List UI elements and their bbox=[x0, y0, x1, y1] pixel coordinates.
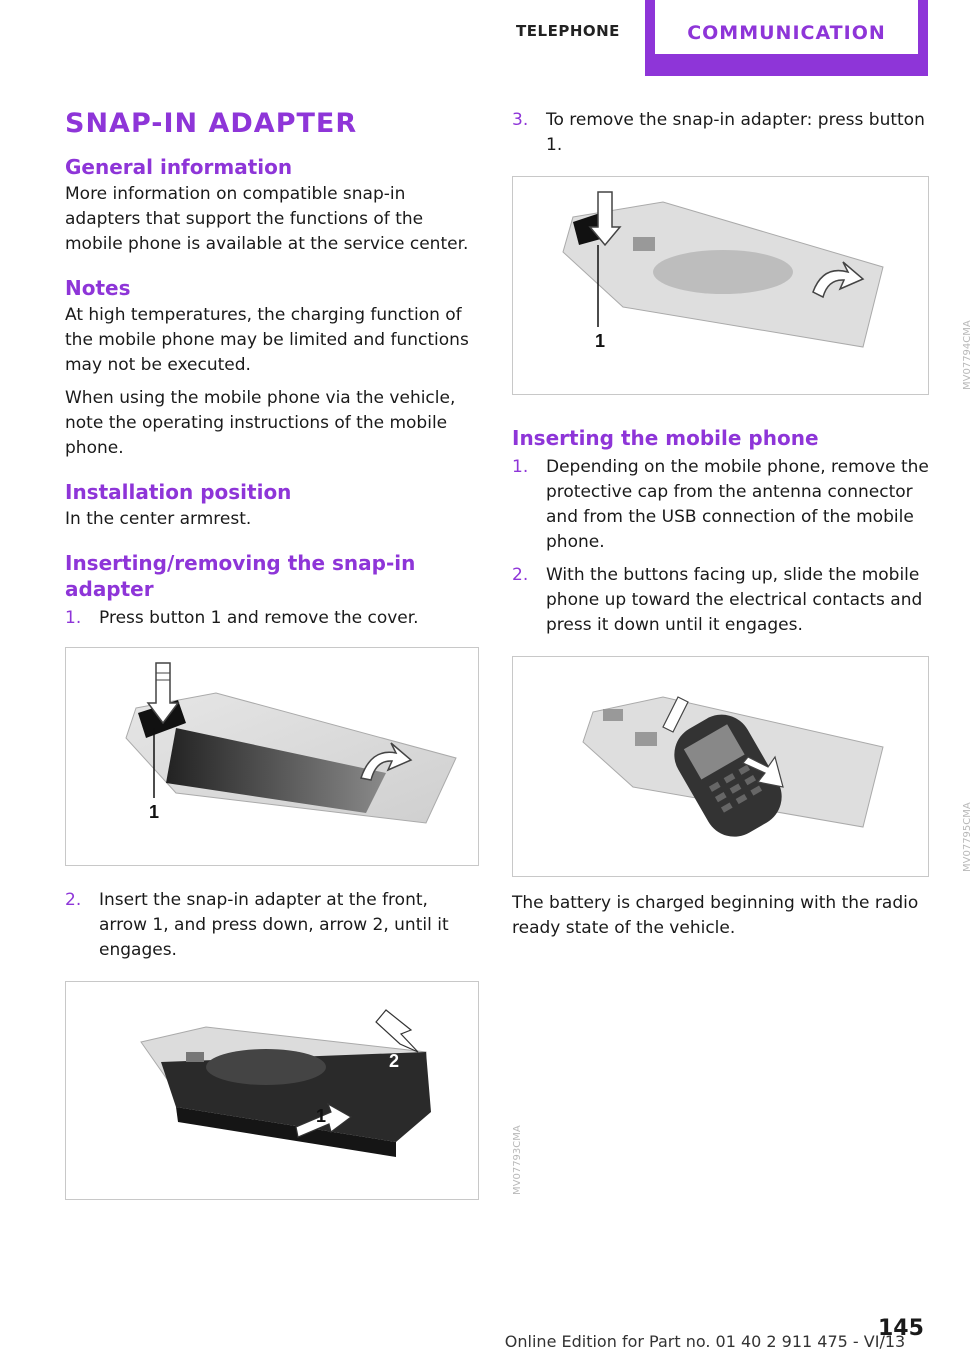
step-number: 2. bbox=[65, 890, 82, 911]
step-text: Depending on the mobile phone, remove the protective cap from the antenna connector and from the USB connection of the mobile phone. bbox=[546, 457, 929, 552]
phone-step-1 bbox=[512, 455, 930, 555]
insert-remove-heading: Inserting/removing the snap-in adapter bbox=[65, 551, 416, 602]
figure-remove-cover bbox=[65, 647, 479, 866]
callout-label: 1 bbox=[595, 331, 606, 351]
notes-para-2: When using the mobile phone via the vehicle, note the operating instructions of the mobile phone. bbox=[65, 388, 456, 459]
remove-adapter-illustration bbox=[513, 177, 930, 396]
phone-step-2 bbox=[512, 563, 930, 638]
general-info-heading: General information bbox=[65, 155, 293, 180]
phone-illustration bbox=[513, 657, 930, 878]
adapter-illustration bbox=[66, 982, 480, 1201]
step-text: Press button 1 and remove the cover. bbox=[99, 608, 419, 629]
step-1 bbox=[65, 606, 480, 631]
figure-remove-adapter: 1 MV07794CMA bbox=[512, 176, 929, 395]
page-number: 145 bbox=[878, 1316, 924, 1341]
notes-para-1: At high temperatures, the charging function of the mobile phone may be limited and functions may not be executed. bbox=[65, 305, 469, 376]
chapter-tab bbox=[645, 0, 928, 76]
callout-label: 1 bbox=[149, 802, 160, 823]
notes-heading: Notes bbox=[65, 276, 131, 301]
figure-insert-adapter: 2 1 MV07793CMA bbox=[65, 981, 479, 1200]
step-text: Insert the snap-in adapter at the front, arrow 1, and press down, arrow 2, until it engages. bbox=[99, 890, 449, 961]
step-text: To remove the snap-in adapter: press button 1. bbox=[546, 110, 925, 155]
inserting-phone-heading: Inserting the mobile phone bbox=[512, 426, 819, 450]
installation-heading: Installation position bbox=[65, 480, 292, 505]
callout-label-2: 2 bbox=[389, 1051, 400, 1072]
battery-note: The battery is charged beginning with the radio ready state of the vehicle. bbox=[512, 893, 919, 938]
step-number: 2. bbox=[512, 565, 529, 585]
chapter-tab-label: COMMUNICATION bbox=[655, 0, 918, 54]
edition-line: Online Edition for Part no. 01 40 2 911 475 - VI/13 bbox=[504, 1332, 906, 1351]
step-number: 1. bbox=[65, 608, 82, 629]
step-text: With the buttons facing up, slide the mobile phone up toward the electrical contacts and press it down until it engages. bbox=[546, 565, 923, 635]
general-info-text: More information on compatible snap-in adapters that support the functions of the mobile phone is available at the service center. bbox=[65, 184, 469, 255]
callout-label-1: 1 bbox=[316, 1106, 327, 1127]
step-3 bbox=[512, 108, 930, 158]
figure-insert-phone: MV07795CMA bbox=[512, 656, 929, 877]
left-column bbox=[65, 108, 523, 1200]
step-number: 3. bbox=[512, 110, 529, 130]
step-2 bbox=[65, 888, 480, 963]
step-number: 1. bbox=[512, 457, 529, 477]
right-column bbox=[512, 108, 973, 941]
cover-illustration bbox=[66, 648, 480, 867]
page-title: SNAP-IN ADAPTER bbox=[65, 108, 358, 139]
running-header-section: TELEPHONE bbox=[516, 22, 620, 40]
installation-text: In the center armrest. bbox=[65, 509, 252, 530]
